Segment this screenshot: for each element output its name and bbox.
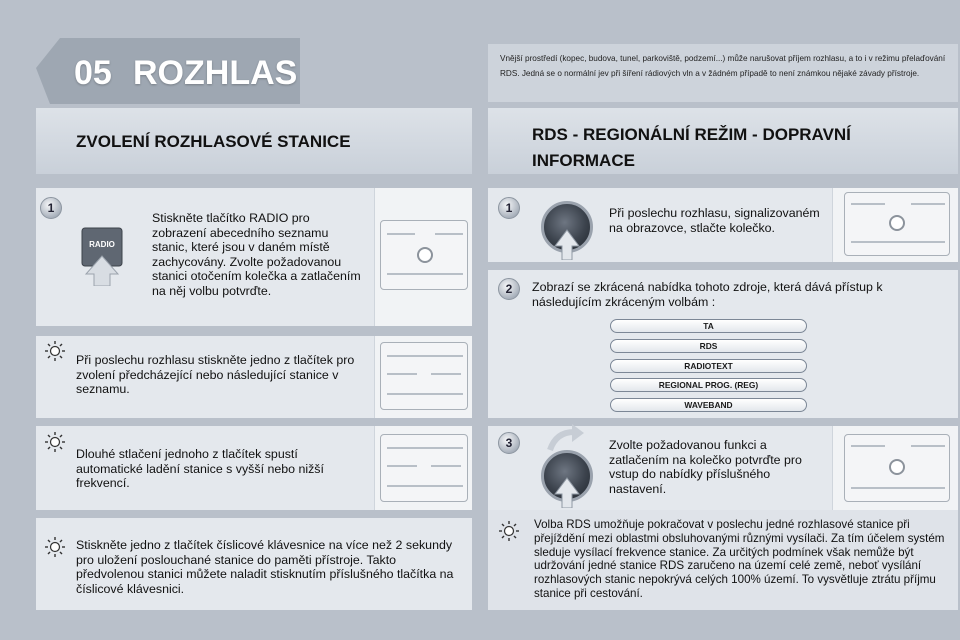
slot <box>387 447 463 449</box>
section-title-right: RDS - REGIONÁLNÍ REŽIM - DOPRAVNÍ INFORMACE <box>488 108 958 174</box>
step-badge: 3 <box>498 432 520 454</box>
slot <box>387 273 463 275</box>
radio-button-icon <box>80 226 126 286</box>
right-step3-text: Zvolte požadovanou funkci a zatlačením na kolečko potvrďte pro vstup do nabídky příslušného nastavení. <box>609 438 802 496</box>
section-title-left: ZVOLENÍ ROZHLASOVÉ STANICE <box>36 108 472 174</box>
radio-button-label: RADIO <box>89 240 115 249</box>
slot <box>851 487 945 489</box>
left-tip1-text: Při poslechu rozhlasu stiskněte jedno z tlačítek pro zvolení předcházející nebo následující stanice v seznamu. <box>76 353 355 397</box>
radio-unit-illustration <box>380 342 468 410</box>
radio-unit-illustration <box>380 434 468 502</box>
step-badge: 1 <box>40 197 62 219</box>
radio-unit-illustration <box>380 220 468 290</box>
right-step1-text: Při poslechu rozhlasu, signalizovaném na obrazovce, stlačte kolečko. <box>609 206 820 235</box>
radio-unit-illustration <box>844 192 950 256</box>
menu-item-radiotext[interactable]: RADIOTEXT <box>610 359 807 373</box>
push-arrow-icon <box>554 474 580 508</box>
radio-unit-illustration <box>844 434 950 502</box>
rotate-arrow-icon <box>546 424 586 452</box>
slot <box>851 241 945 243</box>
slot <box>387 393 463 395</box>
menu-item-ta[interactable]: TA <box>610 319 807 333</box>
top-note: Vnější prostředí (kopec, budova, tunel, parkoviště, podzemí...) může narušovat příjem rozhlasu, a to i v režimu přelaďování RDS. Jedná se o normální jev při šíření rádiových vln a v žádném případě to není známkou nějaké závady přístroje. <box>488 44 958 102</box>
step-badge: 2 <box>498 278 520 300</box>
slot <box>431 465 461 467</box>
sun-tip-icon <box>44 536 66 558</box>
menu-item-waveband[interactable]: WAVEBAND <box>610 398 807 412</box>
slot <box>387 355 463 357</box>
push-arrow-icon <box>554 226 580 260</box>
slot <box>911 445 945 447</box>
slot <box>851 445 885 447</box>
chapter-number: 05 <box>74 54 112 92</box>
knob-icon <box>889 215 905 231</box>
knob-icon <box>417 247 433 263</box>
left-tip3-text: Stiskněte jedno z tlačítek číslicové klávesnice na více než 2 sekundy pro uložení poslouchané stanice do paměti přístroje. Takto předvolenou stanici můžete naladit stisknutím příslušného tlačítka na číslicové klávesnici. <box>76 538 454 596</box>
left-tip2-text: Dlouhé stlačení jednoho z tlačítek spustí automatické ladění stanice s vyšší nebo nižší frekvencí. <box>76 447 324 491</box>
slot <box>387 485 463 487</box>
slot <box>431 373 461 375</box>
right-step2-text: Zobrazí se zkrácená nabídka tohoto zdroje, která dává přístup k následujícím zkráceným volbám : <box>532 280 883 309</box>
slot <box>387 233 415 235</box>
slot <box>387 373 417 375</box>
chapter-title: ROZHLAS <box>133 54 298 92</box>
sun-tip-icon <box>44 340 66 362</box>
slot <box>435 233 463 235</box>
knob-icon <box>889 459 905 475</box>
right-tip-text: Volba RDS umožňuje pokračovat v poslechu jedné rozhlasové stanice při přejíždění mezi oblastmi obsluhovanými různými vysílači. Za tím účelem systém sleduje vysílací frekvence stanice. Za určitých podmínek však nemůže být udržování jedné stanice RDS zaručeno na území celé země, neboť vysílání rozhlasových stanic nepokrývá celých 100% území. To vysvětluje ztrátu příjmu stanice při cestování. <box>534 518 945 600</box>
left-step1-text: Stiskněte tlačítko RADIO pro zobrazení abecedního seznamu stanic, které jsou v daném místě zachycovány. Zvolte požadovanou stanici otočením kolečka a zatlačením na něj volbu potvrďte. <box>152 211 361 298</box>
slot <box>911 203 945 205</box>
sun-tip-icon <box>44 431 66 453</box>
menu-item-regional-prog[interactable]: REGIONAL PROG. (REG) <box>610 378 807 392</box>
menu-item-rds[interactable]: RDS <box>610 339 807 353</box>
step-badge: 1 <box>498 197 520 219</box>
slot <box>387 465 417 467</box>
sun-tip-icon <box>498 520 520 542</box>
slot <box>851 203 885 205</box>
